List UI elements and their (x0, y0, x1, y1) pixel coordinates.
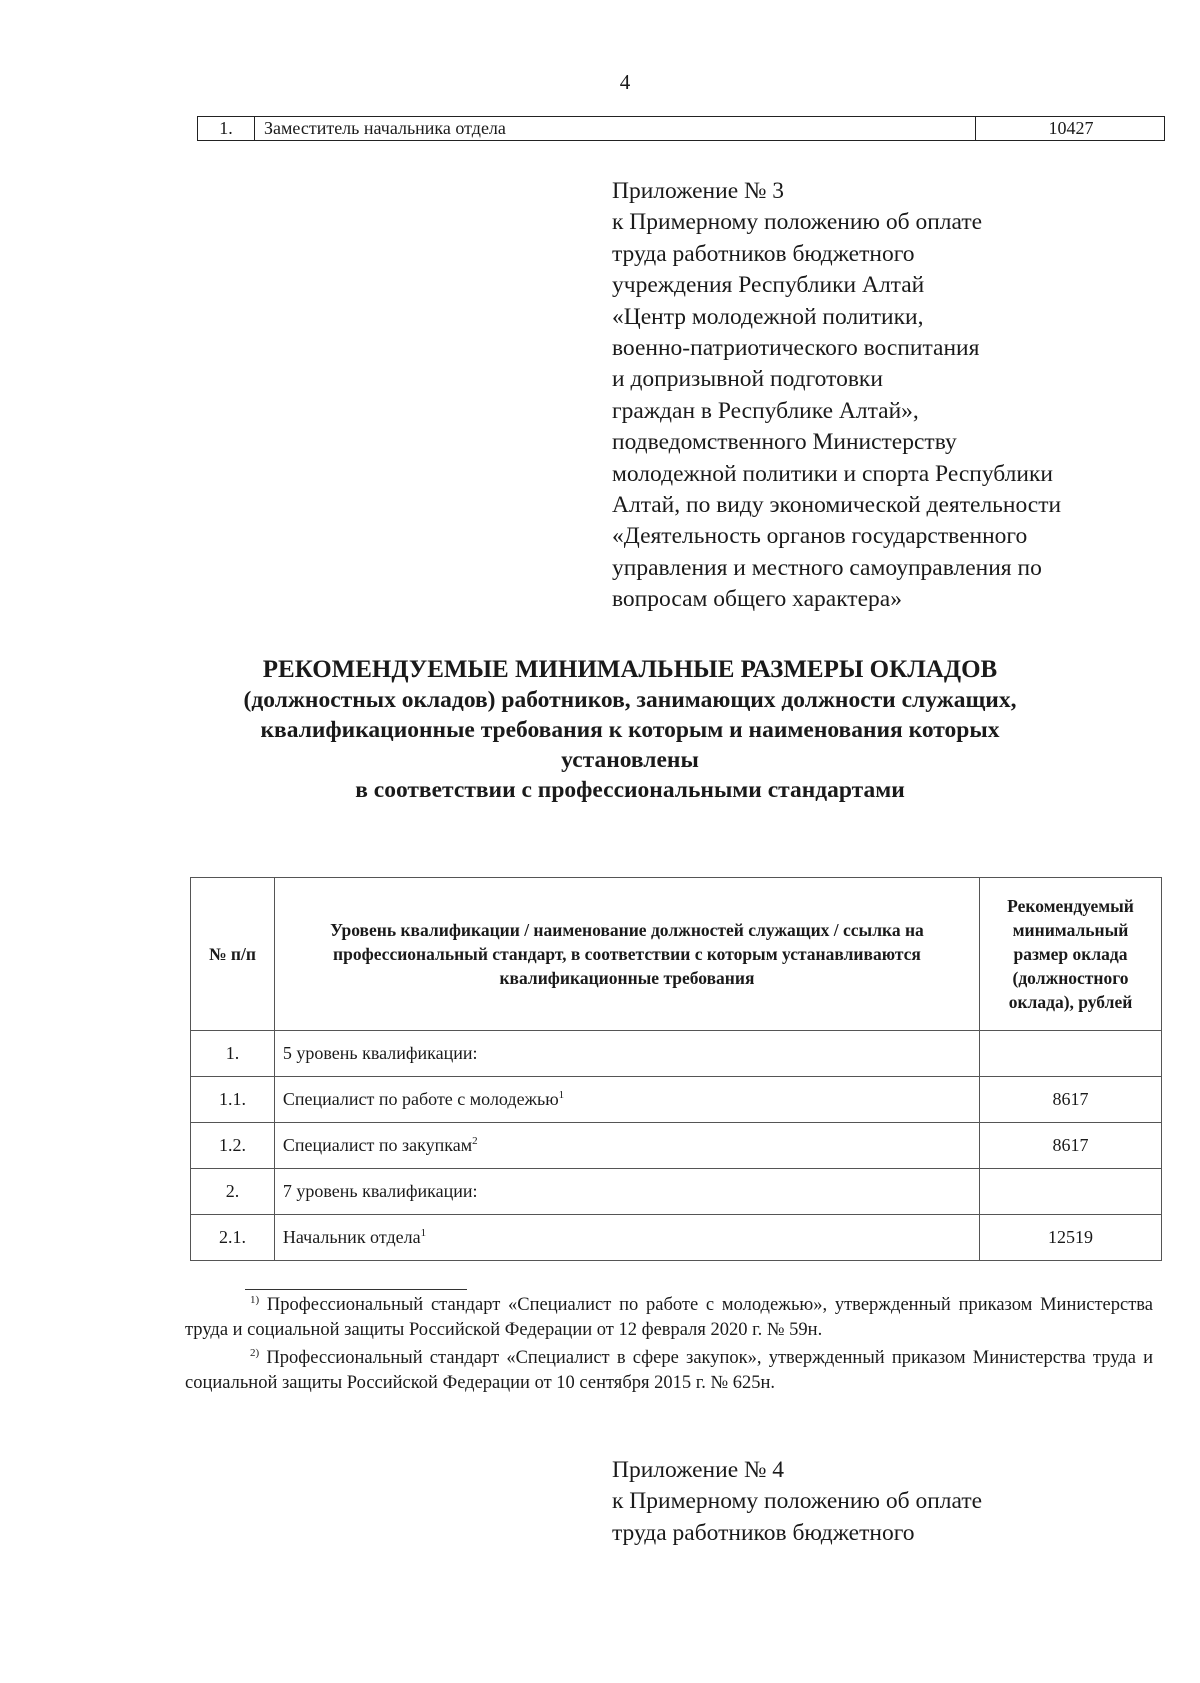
page-number: 4 (619, 70, 631, 94)
footnote-text: Профессиональный стандарт «Специалист в сфере закупок», утвержденный приказом Министерства труда и социальной защиты Российской Федерации от 10 сентября 2015 г. № 625н. (185, 1348, 1153, 1393)
top-table-position: Заместитель начальника отдела (256, 117, 976, 140)
appendix-4-line: к Примерному положению об оплате (612, 1488, 983, 1515)
title-line: (должностных окладов) работников, занимающих должности служащих, (243, 687, 1017, 713)
appendix-3-line: молодежной политики и спорта Республики (612, 460, 1053, 487)
row-name (274, 1169, 979, 1215)
appendix-3-line: «Деятельность органов государственного (612, 523, 1028, 550)
row-name (274, 1031, 979, 1077)
footnote-mark: 1) (250, 1294, 260, 1306)
footnote-ref: 2 (472, 1135, 478, 1147)
title-line: РЕКОМЕНДУЕМЫЕ МИНИМАЛЬНЫЕ РАЗМЕРЫ ОКЛАДОВ (262, 656, 998, 683)
row-num: 1. (191, 1031, 275, 1077)
row-num: 1.2. (191, 1123, 275, 1169)
row-num: 1.1. (191, 1077, 275, 1123)
appendix-3-line: и допризывной подготовки (612, 366, 883, 393)
header-salary: Рекомендуемый минимальный размер оклада (должностного оклада), рублей (980, 878, 1162, 1031)
appendix-4-line: Приложение № 4 (612, 1457, 785, 1483)
row-num: 2.1. (191, 1215, 275, 1261)
appendix-3-line: граждан в Республике Алтай», (612, 397, 919, 424)
row-salary: 8617 (980, 1077, 1162, 1123)
appendix-3-line: Приложение № 3 (612, 178, 785, 204)
row-name-text: 7 уровень квалификации: (282, 1181, 478, 1201)
row-name (274, 1123, 979, 1169)
appendix-3-line: труда работников бюджетного (612, 240, 915, 267)
footnote-divider (245, 1289, 467, 1290)
appendix-3-header (612, 176, 1192, 616)
table-row (191, 1169, 1162, 1215)
table-row (191, 1123, 1162, 1169)
salary-table (190, 877, 1162, 1261)
top-table-salary: 10427 (1048, 118, 1094, 138)
footnote-mark: 2) (250, 1347, 260, 1359)
footnote-ref: 1 (420, 1227, 427, 1239)
row-num: 2. (191, 1169, 275, 1215)
title-line: в соответствии с профессиональными стандартами (355, 777, 905, 803)
appendix-3-line: вопросам общего характера» (612, 586, 902, 613)
row-salary: 12519 (980, 1215, 1162, 1261)
appendix-3-line: военно-патриотического воспитания (612, 335, 980, 362)
appendix-3-line: подведомственного Министерству (612, 429, 957, 456)
footnotes (185, 1293, 1153, 1399)
footnote-ref: 1 (558, 1089, 565, 1101)
row-name (274, 1077, 979, 1123)
row-name-text: Начальник отдела (282, 1227, 421, 1247)
document-title (150, 655, 1110, 805)
title-line: квалификационные требования к которым и наименования которых (260, 717, 1000, 743)
table-row (191, 1215, 1162, 1261)
row-salary (980, 1169, 1162, 1215)
appendix-3-line: учреждения Республики Алтай (612, 272, 925, 299)
row-name-text: 5 уровень квалификации: (282, 1043, 478, 1063)
appendix-3-line: Алтай, по виду экономической деятельности (612, 492, 1062, 519)
top-table-num: 1. (198, 117, 255, 140)
appendix-3-line: управления и местного самоуправления по (612, 554, 1042, 581)
appendix-3-line: «Центр молодежной политики, (612, 303, 924, 330)
header-num: № п/п (191, 878, 275, 1031)
footnote-text: Профессиональный стандарт «Специалист по работе с молодежью», утвержденный приказом Министерства труда и социальной защиты Российской Федерации от 12 февраля 2020 г. № 59н. (185, 1295, 1153, 1340)
footnote-2 (185, 1346, 1153, 1396)
row-name-text: Специалист по работе с молодежью (282, 1089, 559, 1109)
header-name: Уровень квалификации / наименование должностей служащих / ссылка на профессиональный стандарт, в соответствии с которым устанавливаются квалификационные требования (274, 878, 979, 1031)
row-name (274, 1215, 979, 1261)
title-line: установлены (561, 747, 699, 773)
appendix-3-line: к Примерному положению об оплате (612, 209, 983, 236)
table-row (191, 1077, 1162, 1123)
table-header-row (191, 878, 1162, 1031)
footnote-1 (185, 1293, 1153, 1343)
table-row (191, 1031, 1162, 1077)
top-table-row (197, 116, 1165, 141)
appendix-4-header (612, 1455, 1192, 1549)
row-salary: 8617 (980, 1123, 1162, 1169)
row-salary (980, 1031, 1162, 1077)
appendix-4-line: труда работников бюджетного (612, 1519, 915, 1546)
row-name-text: Специалист по закупкам (282, 1135, 473, 1155)
